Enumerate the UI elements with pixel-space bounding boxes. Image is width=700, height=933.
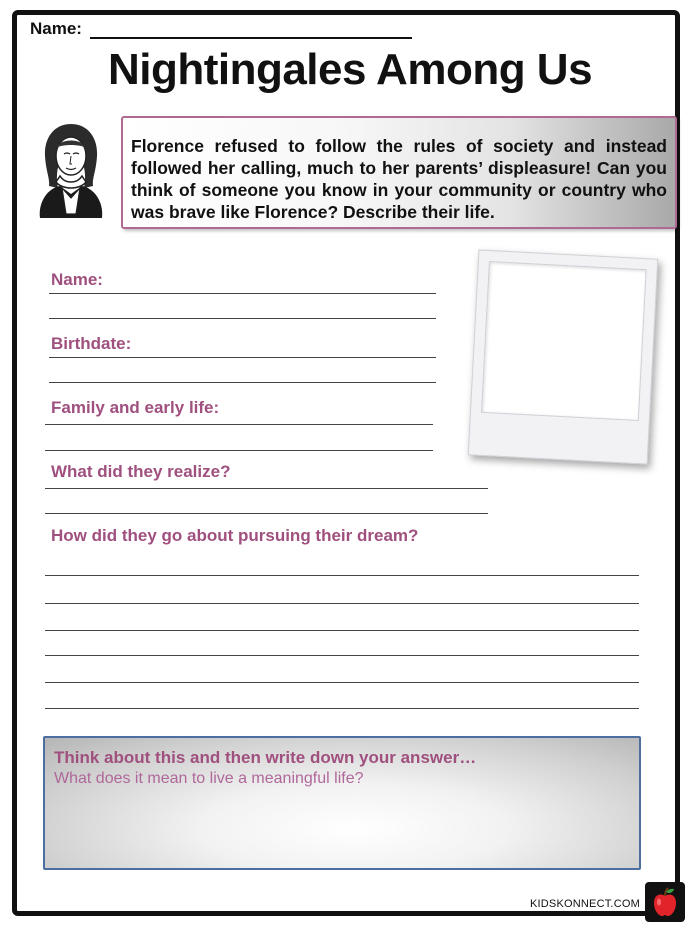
answer-line-realize-2[interactable]: [45, 513, 488, 514]
florence-portrait-icon: [32, 118, 110, 224]
intro-prompt-box: [121, 116, 677, 229]
answer-line-birthdate-1[interactable]: [49, 357, 436, 358]
field-label-realize: What did they realize?: [51, 462, 231, 481]
field-label-pursuing: How did they go about pursuing their dream?: [51, 526, 419, 545]
answer-line-pursuing-4[interactable]: [45, 655, 639, 656]
photo-placeholder: [481, 261, 647, 421]
brand-footer: KIDSKONNECT.COM: [530, 898, 640, 910]
answer-line-pursuing-1[interactable]: [45, 575, 639, 576]
reflection-question: What does it mean to live a meaningful life?: [54, 770, 364, 787]
answer-line-birthdate-2[interactable]: [49, 382, 436, 383]
apple-icon: [645, 882, 685, 922]
answer-line-name-1[interactable]: [49, 293, 436, 294]
student-name-line[interactable]: [90, 37, 412, 39]
answer-line-pursuing-2[interactable]: [45, 603, 639, 604]
answer-line-realize-1[interactable]: [45, 488, 488, 489]
answer-line-name-2[interactable]: [49, 318, 436, 319]
intro-text: Florence refused to follow the rules of society and instead followed her calling, much to her parents’ displeasure! Can you think of someone you know in your community or country who was brave like Florence? Describe their life.: [131, 136, 667, 222]
answer-line-pursuing-6[interactable]: [45, 708, 639, 709]
answer-line-pursuing-5[interactable]: [45, 682, 639, 683]
student-name-label: Name:: [30, 19, 82, 38]
answer-line-family-1[interactable]: [45, 424, 433, 425]
field-label-name: Name:: [51, 270, 103, 289]
answer-line-pursuing-3[interactable]: [45, 630, 639, 631]
page-title: Nightingales Among Us: [107, 45, 593, 94]
photo-frame[interactable]: [468, 249, 659, 464]
field-label-family: Family and early life:: [51, 398, 220, 417]
reflection-box[interactable]: [43, 736, 641, 870]
reflection-heading: Think about this and then write down your answer…: [54, 748, 477, 767]
answer-line-family-2[interactable]: [45, 450, 433, 451]
apple-logo-badge: [645, 882, 685, 922]
field-label-birthdate: Birthdate:: [51, 334, 132, 353]
